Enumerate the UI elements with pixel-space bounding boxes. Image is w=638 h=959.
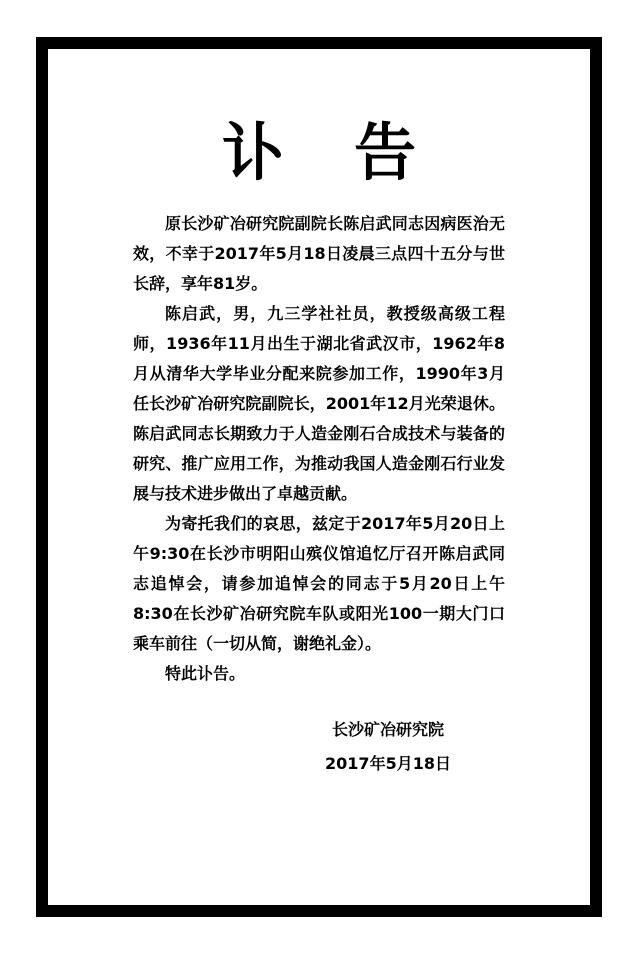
obituary-body: [133, 209, 505, 689]
paragraph-death-announcement: 原长沙矿冶研究院副院长陈启武同志因病医治无效，不幸于2017年5月18日凌晨三点四十五分与世长辞，享年81岁。: [133, 214, 505, 293]
title-char-1: 讣: [221, 116, 284, 189]
signature-organization: 长沙矿冶研究院: [331, 720, 444, 739]
title-char-2: 告: [354, 116, 417, 189]
paragraph-closing: 特此讣告。: [165, 664, 246, 683]
signature-date: 2017年5月18日: [325, 754, 451, 773]
paragraph-memorial-arrangements: 为寄托我们的哀思，兹定于2017年5月20日上午9:30在长沙市明阳山殡仪馆追忆厅召开陈启武同志追悼会，请参加追悼会的同志于5月20日上午8:30在长沙矿冶研究院车队或阳光100一期大门口乘车前往（一切从简，谢绝礼金）。: [133, 514, 505, 653]
paragraph-biography: 陈启武，男，九三学社社员，教授级高级工程师，1936年11月出生于湖北省武汉市，1962年8月从清华大学毕业分配来院参加工作，1990年3月任长沙矿冶研究院副院长，2001年12月光荣退休。陈启武同志长期致力于人造金刚石合成技术与装备的研究、推广应用工作，为推动我国人造金刚石行业发展与技术进步做出了卓越贡献。: [133, 304, 505, 503]
obituary-title: [48, 117, 590, 189]
signature-block: [288, 713, 488, 781]
obituary-border-frame: [36, 37, 602, 917]
